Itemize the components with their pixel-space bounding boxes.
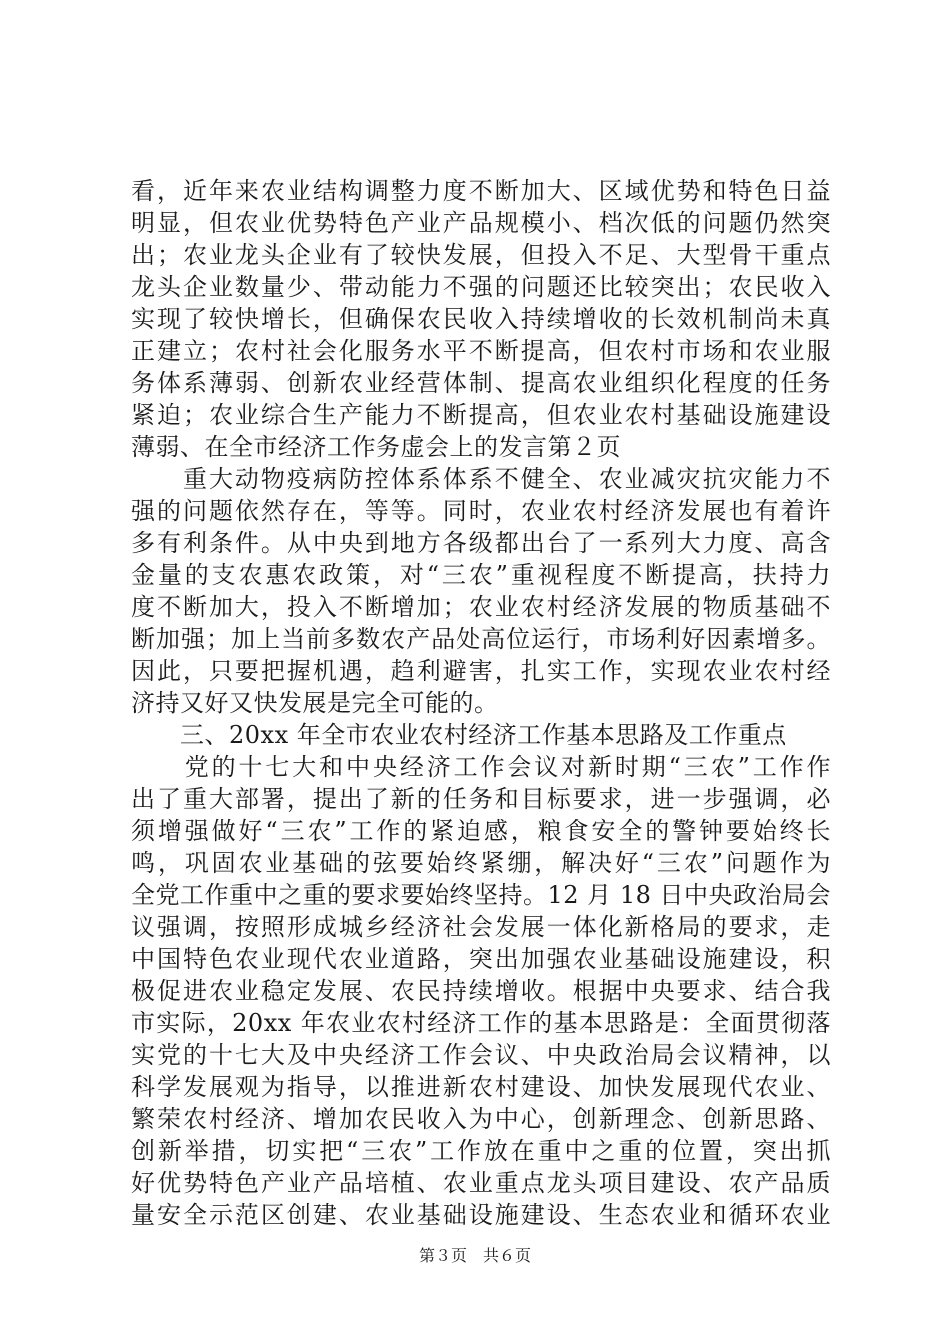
text-line: 须增强做好“三农”工作的紧迫感，粮食安全的警钟要始终长 — [131, 817, 831, 845]
text-line: 正建立；农村社会化服务水平不断提高，但农村市场和农业服 — [131, 337, 831, 365]
text-line: 紧迫；农业综合生产能力不断提高，但农业农村基础设施建设 — [131, 401, 831, 429]
text-line: 务体系薄弱、创新农业经营体制、提高农业组织化程度的任务 — [131, 369, 831, 397]
text-line: 多有利条件。从中央到地方各级都出台了一系列大力度、高含 — [131, 529, 831, 557]
page-footer: 第３页 共６页 — [418, 1246, 531, 1265]
text-line: 强的问题依然存在，等等。同时，农业农村经济发展也有着许 — [131, 497, 831, 525]
text-line: 金量的支农惠农政策，对“三农”重视程度不断提高，扶持力 — [131, 561, 831, 589]
text-line: 市实际，20xx 年农业农村经济工作的基本思路是：全面贯彻落 — [131, 1009, 831, 1037]
text-line: 议强调，按照形成城乡经济社会发展一体化新格局的要求，走 — [131, 913, 831, 941]
text-line: 创新举措，切实把“三农”工作放在重中之重的位置，突出抓 — [131, 1137, 831, 1165]
text-line: 党的十七大和中央经济工作会议对新时期“三农”工作作 — [131, 753, 831, 781]
text-line: 三、20xx 年全市农业农村经济工作基本思路及工作重点 — [131, 721, 787, 749]
text-line: 重大动物疫病防控体系体系不健全、农业减灾抗灾能力不 — [131, 465, 831, 493]
text-line: 好优势特色产业产品培植、农业重点龙头项目建设、农产品质 — [131, 1169, 831, 1197]
text-line: 明显，但农业优势特色产业产品规模小、档次低的问题仍然突 — [131, 209, 831, 237]
text-line: 科学发展观为指导，以推进新农村建设、加快发展现代农业、 — [131, 1073, 831, 1101]
text-line: 极促进农业稳定发展、农民持续增收。根据中央要求、结合我 — [131, 977, 831, 1005]
text-line: 繁荣农村经济、增加农民收入为中心，创新理念、创新思路、 — [131, 1105, 831, 1133]
text-line: 断加强；加上当前多数农产品处高位运行，市场利好因素增多。 — [131, 625, 831, 653]
text-line: 因此，只要把握机遇，趋利避害，扎实工作，实现农业农村经 — [131, 657, 831, 685]
text-line: 全党工作重中之重的要求要始终坚持。12 月 18 日中央政治局会 — [131, 881, 831, 909]
text-line: 出了重大部署，提出了新的任务和目标要求，进一步强调，必 — [131, 785, 831, 813]
document-body — [131, 175, 831, 1231]
text-line: 中国特色农业现代农业道路，突出加强农业基础设施建设，积 — [131, 945, 831, 973]
text-line: 实党的十七大及中央经济工作会议、中央政治局会议精神，以 — [131, 1041, 831, 1069]
text-line: 量安全示范区创建、农业基础设施建设、生态农业和循环农业 — [131, 1201, 831, 1229]
text-line: 出；农业龙头企业有了较快发展，但投入不足、大型骨干重点 — [131, 241, 831, 269]
text-line: 薄弱、在全市经济工作务虚会上的发言第２页 — [131, 433, 621, 461]
text-line: 实现了较快增长，但确保农民收入持续增收的长效机制尚未真 — [131, 305, 831, 333]
text-line: 鸣，巩固农业基础的弦要始终紧绷，解决好“三农”问题作为 — [131, 849, 831, 877]
text-line: 济持又好又快发展是完全可能的。 — [131, 689, 499, 717]
text-line: 龙头企业数量少、带动能力不强的问题还比较突出；农民收入 — [131, 273, 831, 301]
text-line: 度不断加大，投入不断增加；农业农村经济发展的物质基础不 — [131, 593, 831, 621]
text-line: 看，近年来农业结构调整力度不断加大、区域优势和特色日益 — [131, 177, 831, 205]
